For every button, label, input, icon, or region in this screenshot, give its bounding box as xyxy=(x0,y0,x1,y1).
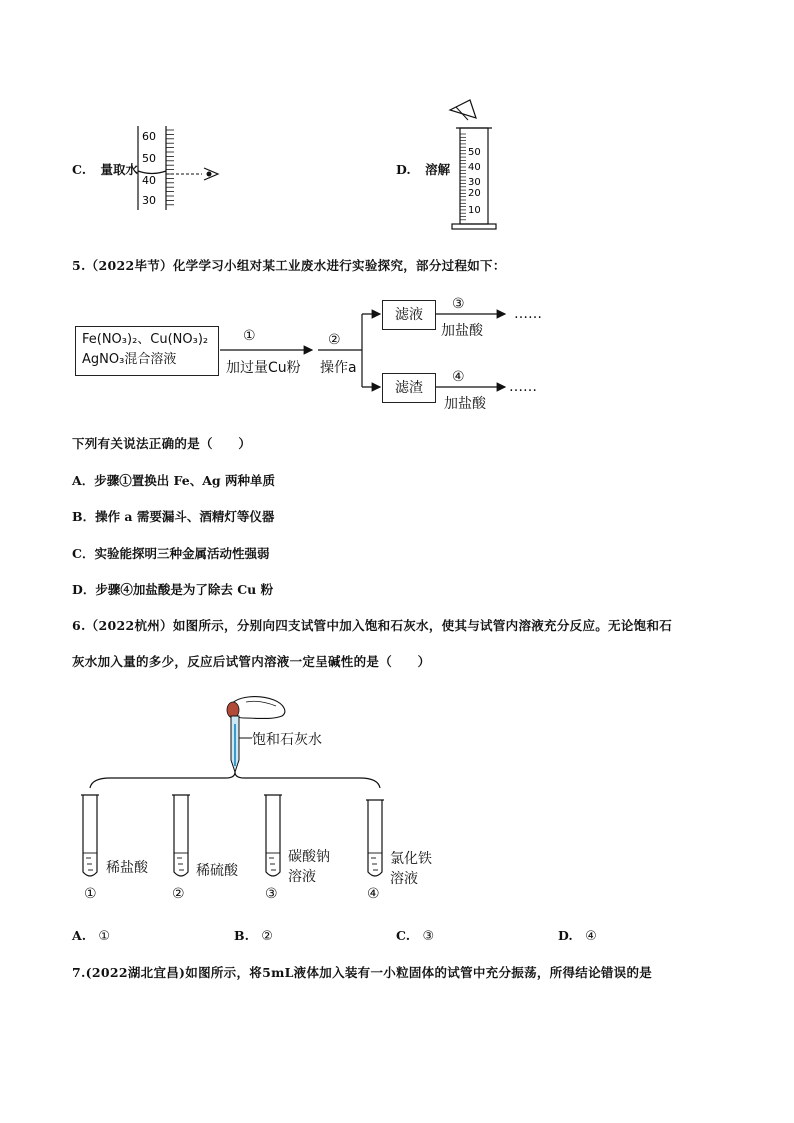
tube-2-num: ② xyxy=(172,886,185,902)
step2-label: 操作a xyxy=(320,360,357,376)
q6-option-c-value: ③ xyxy=(422,929,435,944)
tube-4-label-line2: 溶液 xyxy=(390,871,418,887)
test-tube xyxy=(368,800,382,876)
tube-3-label-line2: 溶液 xyxy=(288,869,316,885)
tube-1-label: 稀盐酸 xyxy=(106,860,148,876)
tube-1-num: ① xyxy=(84,886,97,902)
tick-label: 50 xyxy=(468,147,481,158)
q6-stem-line2: 灰水加入量的多少，反应后试管内溶液一定呈碱性的是（ ） xyxy=(72,654,431,669)
residue-box: 滤渣 xyxy=(382,373,436,403)
tube-3-label-line1: 碳酸钠 xyxy=(288,849,330,865)
q6-option-b-value: ② xyxy=(261,929,273,944)
tube-3-label xyxy=(288,847,330,887)
tick-label: 30 xyxy=(142,194,156,207)
step1-num: ① xyxy=(243,328,256,344)
step2-num: ② xyxy=(328,332,341,348)
option-c-letter: C. xyxy=(72,162,87,177)
q5-option-a: A．步骤①置换出 Fe、Ag 两种单质 xyxy=(72,473,275,488)
q5-question: 下列有关说法正确的是（ ） xyxy=(72,436,252,451)
tube-4-label xyxy=(390,849,432,889)
q6-option-a-letter: A. xyxy=(72,928,87,943)
q6-option-d-value: ④ xyxy=(585,929,597,944)
tube-4-label-line1: 氯化铁 xyxy=(390,851,432,867)
q6-stem-line1: 6.（2022杭州）如图所示，分别向四支试管中加入饱和石灰水，使其与试管内溶液充分反应。无论饱和石 xyxy=(72,618,673,633)
q5-stem: 5.（2022毕节）化学学习小组对某工业废水进行实验探究，部分过程如下： xyxy=(72,258,506,273)
step3-dots: …… xyxy=(514,306,542,322)
tube-2-label: 稀硫酸 xyxy=(196,863,238,879)
start-box-line1: Fe(NO₃)₂、Cu(NO₃)₂ xyxy=(82,332,209,347)
step3-acid: 加盐酸 xyxy=(441,323,483,339)
tick-label: 40 xyxy=(468,162,481,173)
step3-num: ③ xyxy=(452,296,465,312)
q5-option-d: D．步骤④加盐酸是为了除去 Cu 粉 xyxy=(72,582,274,597)
dropper-label: 饱和石灰水 xyxy=(252,732,322,748)
tube-4-num: ④ xyxy=(367,886,380,902)
tick-label: 40 xyxy=(142,174,156,187)
q6-option-a xyxy=(72,928,110,944)
tick-label: 50 xyxy=(142,152,156,165)
q6-option-c-letter: C. xyxy=(396,928,411,943)
step4-dots: …… xyxy=(509,379,537,395)
filtrate-box: 滤液 xyxy=(382,300,436,330)
option-c-label: 量取水 xyxy=(100,162,138,177)
q5-option-c: C．实验能探明三种金属活动性强弱 xyxy=(72,546,270,561)
q6-option-d-letter: D. xyxy=(558,928,573,943)
step1-label: 加过量Cu粉 xyxy=(226,360,301,376)
q7-stem: 7.(2022湖北宜昌)如图所示，将5mL液体加入装有一小粒固体的试管中充分振荡，所得结论错误的是 xyxy=(72,965,653,980)
brace xyxy=(90,772,380,788)
tick-label: 30 xyxy=(468,177,481,188)
step4-acid: 加盐酸 xyxy=(444,396,486,412)
tube-3-num: ③ xyxy=(265,886,278,902)
q6-option-c xyxy=(396,928,434,944)
q6-option-d xyxy=(558,928,597,944)
option-d-letter: D. xyxy=(396,162,411,177)
q5-option-b: B．操作 a 需要漏斗、酒精灯等仪器 xyxy=(72,509,275,524)
start-box-line2: AgNO₃混合溶液 xyxy=(82,352,177,367)
q6-option-b xyxy=(234,928,273,944)
tick-label: 20 xyxy=(468,188,481,199)
option-d-label: 溶解 xyxy=(425,162,451,177)
tick-label: 60 xyxy=(142,130,156,143)
q6-option-a-value: ① xyxy=(98,929,111,944)
step4-num: ④ xyxy=(452,369,465,385)
q6-option-b-letter: B. xyxy=(234,928,249,943)
tick-label: 10 xyxy=(468,205,481,216)
